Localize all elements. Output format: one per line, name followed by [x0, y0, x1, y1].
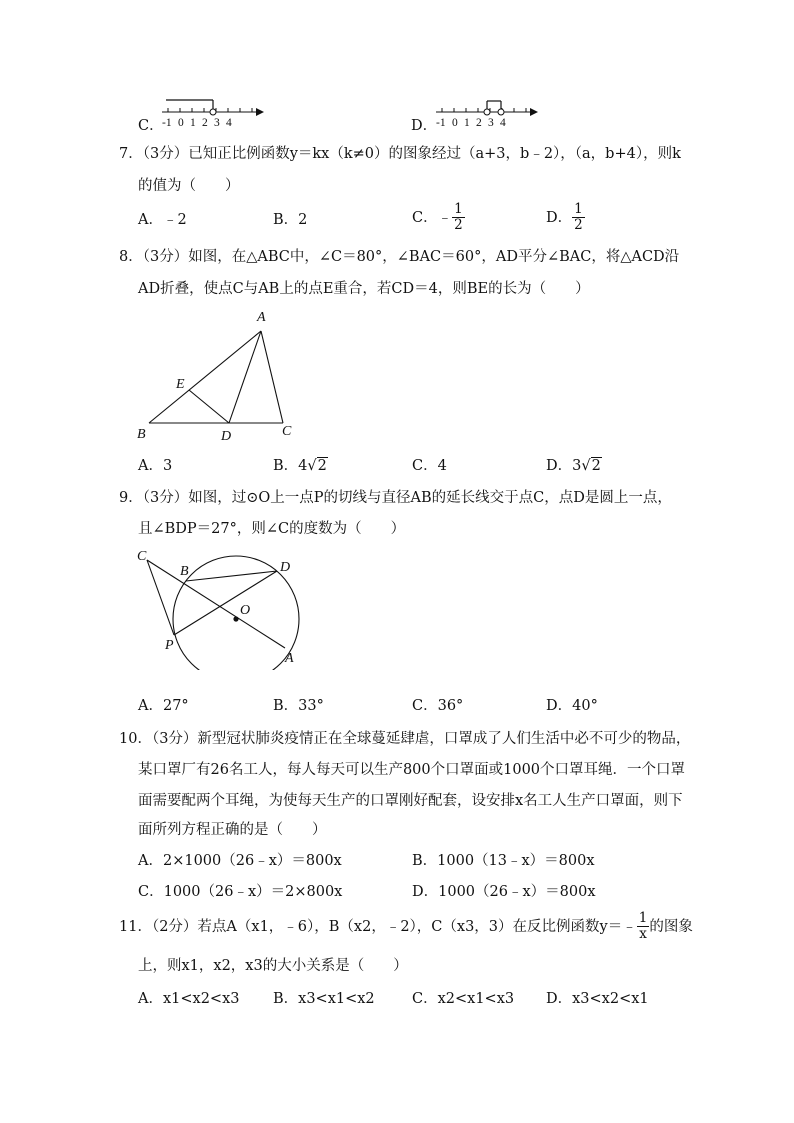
q6-option-d-number-line [432, 96, 538, 132]
q8-option-b: B．4√2 [273, 458, 327, 474]
q10-option-d: D．1000（26﹣x）＝800x [412, 884, 596, 900]
point-label-d: D [280, 560, 291, 575]
q8-option-d: D．3√2 [546, 458, 601, 474]
q7-option-c [412, 202, 465, 233]
tick-label: 4 [500, 117, 506, 129]
q6-option-d-label: D． [411, 118, 438, 134]
center-dot [233, 616, 238, 621]
vertex-label-c: C [282, 424, 292, 439]
vertex-label-a: A [257, 310, 266, 325]
tick-label: -1 [436, 117, 446, 129]
q9-circle-figure [130, 540, 310, 670]
q6-option-c-number-line [158, 96, 264, 132]
point-label-p: P [165, 638, 174, 653]
tick-label: 0 [452, 117, 458, 129]
q8-stem-line1: 8．（3分）如图，在△ABC中，∠C＝80°，∠BAC＝60°，AD平分∠BAC，将△ACD沿 [119, 249, 680, 265]
point-label-a: A [285, 651, 294, 666]
point-label-b: B [180, 564, 189, 579]
q10-option-b: B．1000（13﹣x）＝800x [412, 853, 595, 869]
q10-option-a: A．2×1000（26﹣x）＝800x [138, 853, 342, 869]
q11-option-a: A．x1<x2<x3 [138, 991, 240, 1007]
tangent-cp [147, 560, 174, 635]
q7-option-d-fraction: $\frac{1}{2}$ [574, 201, 583, 233]
point-label-c: C [137, 549, 147, 564]
q10-stem-line3: 面需要配两个耳绳，为使每天生产的口罩刚好配套，设安排x名工人生产口罩面，则下 [138, 793, 683, 809]
q9-stem-line1: 9．（3分）如图，过⊙O上一点P的切线与直径AB的延长线交于点C，点D是圆上一点， [119, 490, 672, 506]
q7-option-c-fraction: $\frac{1}{2}$ [454, 201, 463, 233]
tick-label: -1 [162, 117, 172, 129]
q11-fraction: $\frac{1}{x}$ [638, 910, 648, 942]
q7-option-d [546, 202, 585, 233]
tick-label: 0 [178, 117, 184, 129]
q8-option-a: A．3 [138, 458, 173, 474]
q11-stem-prefix: 11．（2分）若点A（x1，﹣6），B（x2，﹣2），C（x3，3）在反比例函数y＝﹣ [119, 918, 637, 935]
tick-label: 1 [464, 117, 470, 129]
q8-triangle-figure [130, 305, 300, 445]
q9-option-d: D．40° [546, 698, 598, 714]
q10-option-c: C．1000（26﹣x）＝2×800x [138, 884, 343, 900]
q7-stem-line2: 的值为（ ） [138, 178, 240, 194]
q7-option-c-prefix: C．﹣ [412, 209, 453, 226]
line-c-to-a [147, 560, 285, 648]
q11-stem-suffix: 的图象 [649, 918, 693, 935]
q11-stem-line1 [119, 911, 693, 942]
q11-option-c: C．x2<x1<x3 [412, 991, 515, 1007]
tick-label: 4 [226, 117, 232, 129]
q11-option-b: B．x3<x1<x2 [273, 991, 375, 1007]
vertex-label-e: E [176, 377, 185, 392]
segment-ed [189, 390, 229, 423]
q11-stem-line2: 上，则x1，x2，x3的大小关系是（ ） [138, 958, 408, 974]
q9-option-b: B．33° [273, 698, 324, 714]
tick-label: 2 [202, 117, 208, 129]
point-label-o: O [240, 603, 251, 618]
vertex-label-d: D [221, 429, 232, 444]
q8-option-c: C．4 [412, 458, 447, 474]
q9-option-c: C．36° [412, 698, 464, 714]
segment-ac [261, 331, 283, 423]
q7-stem-line1: 7．（3分）已知正比例函数y＝kx（k≠0）的图象经过（a+3，b﹣2），（a，b+4），则k [119, 146, 681, 162]
q11-option-d: D．x3<x2<x1 [546, 991, 649, 1007]
tick-label: 2 [476, 117, 482, 129]
q10-stem-line2: 某口罩厂有26名工人，每人每天可以生产800个口罩面或1000个口罩耳绳．一个口罩 [138, 762, 686, 778]
q7-option-b: B．2 [273, 212, 308, 228]
q10-stem-line1: 10．（3分）新型冠状肺炎疫情正在全球蔓延肆虐，口罩成了人们生活中必不可少的物品， [119, 731, 691, 747]
q6-option-c-label: C． [138, 118, 164, 134]
q6-d-tick-labels [436, 117, 506, 129]
q7-option-d-prefix: D． [546, 209, 573, 226]
tick-label: 3 [214, 117, 220, 129]
q8-stem-line2: AD折叠，使点C与AB上的点E重合，若CD＝4，则BE的长为（ ） [138, 281, 590, 297]
q9-option-a: A．27° [138, 698, 189, 714]
q9-stem-line2: 且∠BDP＝27°，则∠C的度数为（ ） [138, 521, 406, 537]
q7-option-a: A．﹣2 [138, 212, 187, 228]
vertex-label-b: B [137, 427, 146, 442]
q10-stem-line4: 面所列方程正确的是（ ） [138, 822, 327, 838]
segment-ba [149, 331, 261, 423]
tick-label: 1 [190, 117, 196, 129]
q6-c-tick-labels [162, 117, 232, 129]
tick-label: 3 [488, 117, 494, 129]
